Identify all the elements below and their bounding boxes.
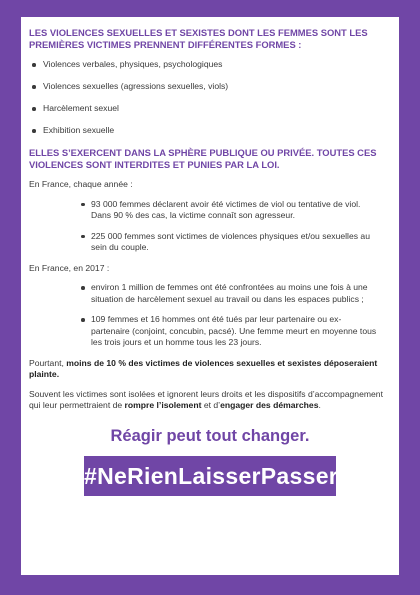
hashtag-banner: #NeRienLaisserPasser [84,456,336,496]
second-heading: ELLES S’EXERCENT DANS LA SPHÈRE PUBLIQUE OU PRIVÉE. TOUTES CES VIOLENCES SONT INTERDITES ET PUNIES PAR LA LOI. [29,147,377,170]
complaint-paragraph [29,358,391,381]
list-item: environ 1 million de femmes ont été confrontées au moins une fois à une situation de harcèlement sexuel au travail ou dans les espaces publics ; [29,282,391,305]
isolation-bold2: engager des démarches [220,400,319,410]
isolation-bold1: rompre l’isolement [124,400,202,410]
year-2017-lead: En France, en 2017 : [29,262,110,273]
list-item: Exhibition sexuelle [29,125,391,136]
flyer-sheet [21,17,399,575]
complaint-prefix: Pourtant, [29,357,67,368]
complaint-bold: moins de 10 % des victimes de violences sexuelles et sexistes déposeraient plainte. [29,357,378,379]
isolation-part3: . [318,400,321,410]
violence-forms-list [29,59,391,136]
intro-heading: LES VIOLENCES SEXUELLES ET SEXISTES DONT LES FEMMES SONT LES PREMIÈRES VICTIMES PRENNENT DIFFÉRENTES FORMES : [29,27,368,50]
annual-stats-list [29,199,391,254]
call-to-action: Réagir peut tout changer. [110,426,310,445]
list-item: Harcèlement sexuel [29,103,391,114]
isolation-paragraph [29,389,391,412]
list-item: Violences verbales, physiques, psychologiques [29,59,391,70]
list-item: 225 000 femmes sont victimes de violences physiques et/ou sexuelles au sein du couple. [29,231,391,254]
list-item: 109 femmes et 16 hommes ont été tués par leur partenaire ou ex-partenaire (conjoint, concubin, pacsé). Une femme meurt en moyenne tous les trois jours et un homme tous les 23 jours. [29,314,391,349]
list-item: Violences sexuelles (agressions sexuelles, viols) [29,81,391,92]
isolation-part1: Souvent les victimes sont isolées et ignorent leurs droits et les dispositifs d’accompagnement qui leur permettraient de [29,388,383,410]
isolation-part2: et d’ [201,400,221,410]
year-2017-stats-list [29,282,391,349]
annual-lead: En France, chaque année : [29,179,133,189]
list-item: 93 000 femmes déclarent avoir été victimes de viol ou tentative de viol. Dans 90 % des cas, la victime connaît son agresseur. [29,199,391,222]
